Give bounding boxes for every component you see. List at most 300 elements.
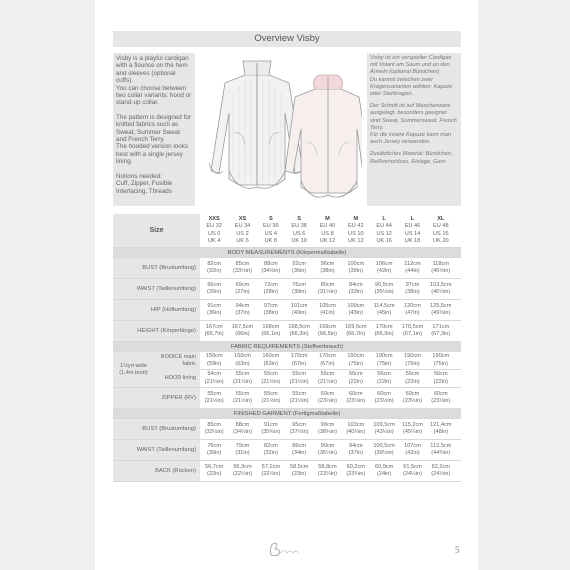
value-metric: 120cm [404, 302, 421, 309]
value-imperial: (66in) [235, 331, 250, 337]
value-cells [200, 461, 461, 481]
measurement-cell [257, 440, 285, 460]
measurement-cell [285, 440, 313, 460]
description-de-paragraph: Zusätzliches Material: Bündchen, Reißverschluss, Einlage, Garn [370, 151, 453, 165]
measurement-cell [313, 440, 341, 460]
value-imperial: (67,3in) [431, 331, 451, 337]
measurement-cell [370, 258, 398, 278]
fabric-requirement-row [113, 352, 461, 388]
value-imperial: (45¼in) [402, 429, 422, 435]
value-imperial: (40½in) [431, 289, 451, 295]
size-column-header [398, 214, 426, 247]
fabric-sub-labels [154, 352, 200, 387]
value-imperial: (24in) [376, 471, 392, 477]
value-metric: 118cm [432, 260, 449, 267]
measurement-cell [285, 300, 313, 320]
measurement-cell [342, 440, 370, 460]
value-imperial: (23¼in) [317, 471, 337, 477]
value-imperial: (44¾in) [431, 450, 451, 456]
value-metric: 55cm [320, 371, 335, 378]
measurement-cell [200, 300, 228, 320]
size-uk: UK 20 [433, 237, 449, 244]
value-metric: 60cm [348, 390, 363, 397]
size-uk: UK 10 [291, 237, 307, 244]
finished-garment-row [113, 461, 461, 482]
size-us: US 0 [207, 230, 221, 237]
value-metric: 79cm [235, 442, 250, 449]
value-metric: 60cm [433, 390, 448, 397]
value-imperial: (23½in) [431, 398, 451, 404]
value-metric: 167,5cm [231, 323, 254, 330]
page-title: Overview Visby [113, 31, 461, 47]
value-metric: 167cm [205, 323, 223, 330]
measurement-cell [427, 321, 455, 341]
measurement-cell [285, 388, 313, 408]
measurement-cell [200, 388, 228, 408]
value-imperial: (67in) [291, 360, 307, 367]
value-imperial: (34½in) [261, 268, 281, 274]
value-imperial: (21½in) [289, 378, 309, 385]
size-eu: EU 40 [319, 223, 336, 230]
size-eu: EU 42 [348, 223, 364, 230]
size-eu: EU 38 [291, 223, 307, 230]
value-imperial: (49½in) [431, 310, 451, 316]
size-column-header [228, 214, 256, 247]
value-metric: 91cm [263, 421, 278, 428]
value-metric: 101cm [290, 302, 308, 309]
value-imperial: (42in) [405, 450, 420, 456]
measurement-cell [313, 321, 341, 341]
measurement-cell [200, 419, 228, 439]
value-metric: 113,5cm [430, 442, 452, 449]
size-name: XS [238, 216, 247, 223]
garment-illustrations [199, 53, 362, 206]
size-name: S [297, 216, 302, 223]
value-metric: 190cm [432, 353, 450, 360]
value-metric: 94cm [348, 442, 363, 449]
measurement-cell [342, 352, 370, 369]
fabric-sub-label: HOOD lining [164, 374, 196, 381]
value-metric: 72cm [263, 281, 278, 288]
value-imperial: (46½in) [431, 268, 451, 274]
value-imperial: (31in) [235, 450, 250, 456]
value-metric: 60,9cm [374, 463, 394, 470]
measurement-cell [370, 300, 398, 320]
value-imperial: (22in) [348, 378, 363, 385]
value-metric: 66cm [207, 281, 221, 288]
measurement-cell [228, 258, 256, 278]
measurement-cell [313, 388, 341, 408]
value-metric: 88cm [235, 421, 250, 428]
value-metric: 88cm [263, 260, 278, 267]
value-imperial: (43in) [348, 310, 363, 316]
measurement-cell [370, 388, 398, 408]
size-name: M [353, 216, 359, 223]
value-imperial: (35½in) [374, 289, 394, 295]
value-imperial: (21½in) [317, 378, 337, 385]
size-uk: UK 12 [348, 237, 364, 244]
value-metric: 97cm [263, 302, 278, 309]
value-metric: 150cm [205, 353, 223, 360]
value-imperial: (66,3in) [289, 331, 309, 337]
measurement-cell [427, 279, 455, 299]
value-metric: 103cm [347, 421, 365, 428]
description-english [113, 53, 195, 206]
value-imperial: (23½in) [402, 398, 422, 404]
measurement-cell [200, 279, 228, 299]
value-cells [200, 440, 461, 460]
size-us: US 6 [292, 230, 306, 237]
value-metric: 171cm [432, 323, 450, 330]
value-imperial: (22½in) [261, 471, 281, 477]
value-metric: 61,5cm [403, 463, 422, 470]
measurement-cell [370, 321, 398, 341]
value-imperial: (21½in) [204, 398, 224, 404]
measurement-cell [313, 352, 341, 369]
fabric-value-rows [200, 352, 461, 387]
value-imperial: (23¾in) [346, 471, 366, 477]
value-imperial: (45in) [376, 310, 392, 316]
measurement-cell [257, 300, 285, 320]
value-metric: 55cm [263, 390, 278, 397]
value-metric: 80cm [320, 281, 335, 288]
value-imperial: (35¾in) [261, 429, 281, 435]
measurement-cell [398, 461, 426, 481]
measurement-cell [200, 461, 228, 481]
row-label: BUST (Brustumfang) [113, 419, 200, 439]
size-uk: UK 12 [319, 237, 336, 244]
value-cells [200, 279, 461, 299]
value-imperial: (33½in) [204, 429, 224, 435]
page-number: 5 [455, 545, 460, 555]
value-imperial: (23½in) [374, 398, 394, 404]
value-metric: 106cm [375, 260, 393, 267]
size-us: US 4 [264, 230, 278, 237]
value-metric: 76cm [207, 442, 221, 449]
value-metric: 56cm [348, 371, 363, 378]
value-metric: 62,2cm [431, 463, 450, 470]
value-metric: 54cm [207, 371, 221, 378]
value-imperial: (32in) [207, 268, 222, 274]
measurement-cell [342, 300, 370, 320]
value-imperial: (22in) [207, 471, 222, 477]
size-column-header [342, 214, 370, 247]
value-imperial: (26in) [207, 289, 222, 295]
size-eu: EU 48 [433, 223, 449, 230]
body-measurements-heading: BODY MEASUREMENTS (Körpermaßtabelle) [113, 248, 461, 258]
size-name: L [382, 216, 386, 223]
value-imperial: (30in) [291, 289, 307, 295]
size-uk: UK 16 [376, 237, 392, 244]
value-metric: 56,9cm [233, 463, 252, 470]
measurement-cell [398, 370, 426, 387]
value-metric: 60,2cm [346, 463, 365, 470]
value-imperial: (31½in) [317, 289, 337, 295]
value-imperial: (67in) [320, 360, 335, 367]
measurement-cell [370, 440, 398, 460]
value-cells [200, 352, 461, 370]
value-imperial: (43¼in) [374, 429, 394, 435]
measurement-cell [427, 352, 455, 369]
size-eu: EU 34 [234, 223, 251, 230]
measurement-cell [285, 258, 313, 278]
value-imperial: (23in) [291, 471, 307, 477]
size-column-header [370, 214, 398, 247]
value-imperial: (24½in) [431, 471, 451, 477]
value-metric: 114,5cm [373, 302, 395, 309]
value-metric: 55cm [263, 371, 278, 378]
value-imperial: (38in) [263, 310, 278, 316]
measurement-cell [313, 419, 341, 439]
value-metric: 85cm [207, 421, 221, 428]
measurement-cell [228, 388, 256, 408]
value-imperial: (75in) [376, 360, 392, 367]
value-imperial: (22½in) [233, 471, 252, 477]
measurement-cell [200, 321, 228, 341]
value-imperial: (27in) [235, 289, 250, 295]
value-metric: 121,4cm [430, 421, 452, 428]
value-metric: 91cm [207, 302, 221, 309]
value-imperial: (38in) [405, 289, 420, 295]
row-label: WAIST (Taillenumfang) [113, 279, 200, 299]
value-metric: 60cm [405, 390, 420, 397]
measurement-cell [398, 419, 426, 439]
measurement-cell [342, 370, 370, 387]
row-label: BACK (Rücken) [113, 461, 200, 481]
value-metric: 85cm [235, 260, 250, 267]
value-imperial: (41in) [320, 310, 335, 316]
measurement-cell [427, 440, 455, 460]
size-name: XL [437, 216, 445, 223]
measurement-cell [200, 352, 228, 369]
measurement-cell [342, 321, 370, 341]
value-metric: 190cm [404, 353, 421, 360]
measurement-cell [427, 419, 455, 439]
description-de-paragraph: Visby ist ein verspielter Cardigan mit Volant am Saum und an den Ärmeln (optional Bündchen) Du kannst zwischen zwei Kragenvarianten wählen: Kapuze oder Stehkragen. [370, 55, 453, 98]
size-eu: EU 46 [404, 223, 421, 230]
description-en-paragraph: Visby is a playful cardigan with a flounce on the hem and sleeves (optional cuffs). You can choose between two collar variants: hood or stand-up collar. [116, 55, 192, 107]
value-metric: 125,5cm [430, 302, 452, 309]
value-imperial: (22in) [433, 378, 448, 385]
measurement-cell [342, 258, 370, 278]
value-imperial: (35½in) [317, 450, 337, 456]
value-metric: 160cm [262, 353, 280, 360]
value-metric: 107cm [404, 442, 421, 449]
value-imperial: (21½in) [289, 398, 309, 404]
value-metric: 82cm [263, 442, 278, 449]
value-imperial: (21½in) [261, 378, 281, 385]
value-metric: 76cm [292, 281, 306, 288]
size-chart-table [113, 214, 461, 482]
finished-garment-row [113, 419, 461, 440]
measurement-cell [228, 279, 256, 299]
size-eu: EU 32 [206, 223, 222, 230]
measurement-cell [228, 419, 256, 439]
size-column-header [257, 214, 285, 247]
measurement-cell [370, 352, 398, 369]
value-imperial: (63in) [235, 360, 250, 367]
measurement-cell [257, 419, 285, 439]
value-imperial: (67,1in) [402, 331, 422, 337]
value-imperial: (66,1in) [261, 331, 281, 337]
value-imperial: (38in) [320, 268, 335, 274]
value-cells [200, 300, 461, 320]
value-metric: 170,5cm [401, 323, 424, 330]
value-metric: 60cm [377, 390, 391, 397]
measurement-cell [370, 419, 398, 439]
measurement-cell [398, 440, 426, 460]
fabric-sub-label: BODICE main fabric [160, 353, 196, 367]
description-en-paragraph: The pattern is designed for knitted fabrics such as Sweat, Summer Sweat and French Terry. The hooded version looks best with a single jersey lining. [116, 113, 191, 166]
measurement-cell [398, 300, 426, 320]
measurement-cell [313, 300, 341, 320]
description-german [367, 53, 461, 206]
measurement-cell [370, 370, 398, 387]
value-metric: 84cm [348, 281, 363, 288]
value-imperial: (34½in) [233, 429, 252, 435]
value-metric: 86cm [292, 442, 306, 449]
value-metric: 82cm [207, 260, 221, 267]
size-header-cells [200, 214, 461, 247]
value-imperial: (42in) [376, 268, 392, 274]
row-label: HEIGHT (Körperlänge) [113, 321, 200, 341]
measurement-cell [257, 370, 285, 387]
value-imperial: (33in) [348, 289, 363, 295]
value-imperial: (37in) [348, 450, 363, 456]
value-metric: 56cm [433, 371, 448, 378]
measurement-cell [228, 352, 256, 369]
measurement-cell [285, 419, 313, 439]
measurement-cell [427, 461, 455, 481]
value-metric: 99cm [320, 421, 335, 428]
value-imperial: (21½in) [261, 398, 281, 404]
value-imperial: (59in) [207, 360, 222, 367]
fabric-width-label: 1½yd wide (1,4m breit) [119, 362, 148, 376]
value-metric: 100cm [347, 260, 365, 267]
value-imperial: (75in) [348, 360, 363, 367]
value-imperial: (66,9in) [374, 331, 394, 337]
measurement-cell [257, 352, 285, 369]
value-metric: 55cm [235, 371, 250, 378]
value-metric: 105cm [319, 302, 336, 309]
measurement-cell [285, 321, 313, 341]
value-metric: 169,5cm [345, 323, 367, 330]
measurement-cell [285, 279, 313, 299]
measurement-cell [342, 461, 370, 481]
value-metric: 170cm [319, 353, 336, 360]
value-imperial: (22in) [376, 378, 392, 385]
size-uk: UK 18 [404, 237, 421, 244]
measurement-cell [427, 370, 455, 387]
value-imperial: (44in) [405, 268, 420, 274]
value-imperial: (28in) [263, 289, 278, 295]
value-metric: 55cm [235, 390, 250, 397]
value-metric: 58,5cm [289, 463, 309, 470]
value-imperial: (38¾in) [317, 429, 337, 435]
body-measurement-row [113, 321, 461, 342]
size-us: US 10 [348, 230, 364, 237]
size-column-header [427, 214, 455, 247]
measurement-cell [398, 279, 426, 299]
value-metric: 115,2cm [401, 421, 423, 428]
measurement-cell [313, 370, 341, 387]
value-imperial: (66,5in) [317, 331, 337, 337]
value-metric: 100,5cm [373, 442, 395, 449]
size-column-header [313, 214, 341, 247]
value-metric: 160cm [234, 353, 251, 360]
value-imperial: (23½in) [317, 398, 337, 404]
description-en-paragraph: Notions needed: Cuff, Zipper, Fusible Interfacing, Threads [116, 172, 173, 195]
measurement-cell [228, 321, 256, 341]
size-us: US 14 [404, 230, 421, 237]
value-imperial: (36in) [207, 310, 222, 316]
measurement-cell [257, 388, 285, 408]
value-metric: 55cm [292, 371, 306, 378]
value-imperial: (22in) [405, 378, 420, 385]
measurement-cell [285, 352, 313, 369]
value-imperial: (24¼in) [402, 471, 422, 477]
value-imperial: (23½in) [346, 398, 366, 404]
measurement-cell [228, 461, 256, 481]
value-imperial: (36in) [291, 268, 307, 274]
value-metric: 57,1cm [261, 463, 280, 470]
value-imperial: (40in) [291, 310, 307, 316]
value-imperial: (21½in) [233, 378, 252, 385]
measurement-cell [313, 461, 341, 481]
value-cells [200, 258, 461, 278]
row-label: BUST (Brustumfang) [113, 258, 200, 278]
value-imperial: (40½in) [346, 429, 366, 435]
measurement-cell [285, 370, 313, 387]
value-cells [200, 370, 461, 387]
value-metric: 169cm [319, 323, 336, 330]
measurement-cell [427, 300, 455, 320]
value-imperial: (75in) [405, 360, 420, 367]
measurement-cell [370, 279, 398, 299]
size-eu: EU 36 [263, 223, 279, 230]
finished-garment-heading: FINISHED GARMENT (Fertigmaßtabelle) [113, 409, 461, 419]
value-imperial: (37in) [235, 310, 250, 316]
fabric-label-group [113, 352, 200, 387]
row-label: ZIPPER (RV) [113, 388, 200, 408]
value-metric: 103,5cm [430, 281, 452, 288]
brand-logo [265, 540, 305, 558]
value-metric: 170cm [290, 353, 308, 360]
value-metric: 56,7cm [204, 463, 224, 470]
value-metric: 170cm [375, 323, 393, 330]
value-metric: 109cm [347, 302, 365, 309]
measurement-cell [257, 321, 285, 341]
value-imperial: (47in) [405, 310, 420, 316]
value-imperial: (48in) [433, 429, 448, 435]
value-metric: 56cm [377, 371, 391, 378]
size-name: M [325, 216, 330, 223]
value-imperial: (39½in) [374, 450, 394, 456]
value-metric: 190cm [347, 353, 365, 360]
value-imperial: (21½in) [233, 398, 252, 404]
value-metric: 58,8cm [318, 463, 337, 470]
finished-garment-row [113, 440, 461, 461]
measurement-cell [285, 461, 313, 481]
value-cells [200, 321, 461, 341]
measurement-cell [200, 440, 228, 460]
zipper-row [113, 388, 461, 409]
fabric-requirements-heading: FABRIC REQUIREMENTS (Stoffverbrauch) [113, 342, 461, 352]
measurement-cell [398, 321, 426, 341]
value-imperial: (39in) [348, 268, 363, 274]
value-metric: 60cm [320, 390, 335, 397]
value-metric: 109,5cm [373, 421, 395, 428]
